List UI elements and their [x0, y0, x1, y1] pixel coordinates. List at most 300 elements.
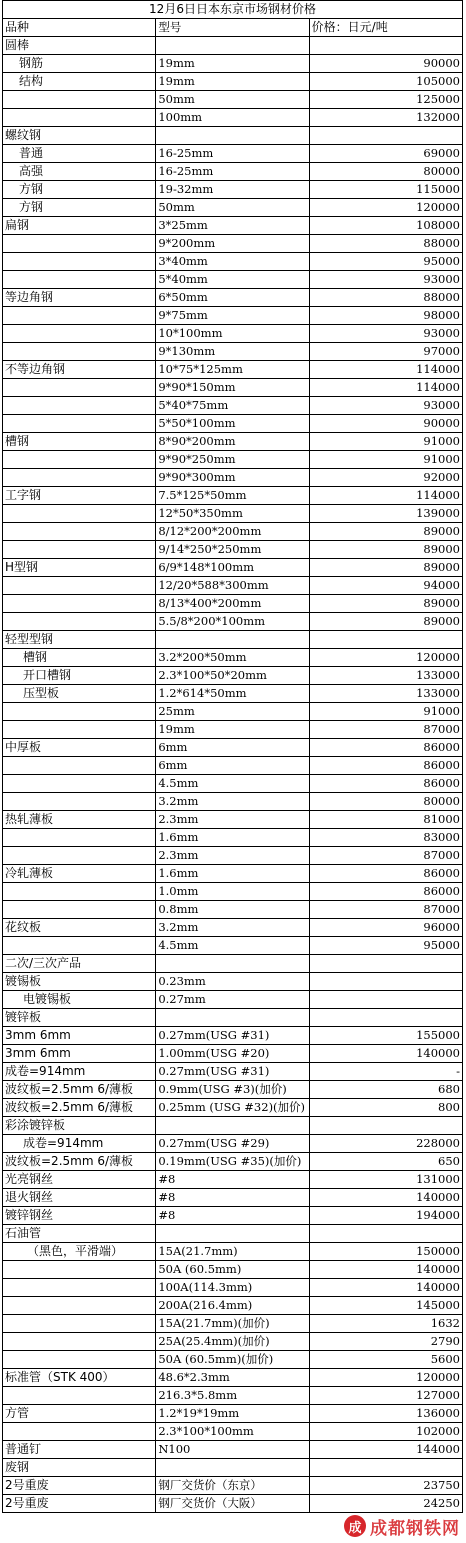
price-cell: 133000: [309, 667, 462, 685]
model-cell: 9*75mm: [156, 307, 309, 325]
table-row: [3, 1135, 463, 1153]
model-cell: 0.27mm: [156, 991, 309, 1009]
variety-cell: [3, 271, 156, 289]
price-cell: 90000: [309, 55, 462, 73]
table-row: [3, 289, 463, 307]
table-row: [3, 361, 463, 379]
variety-cell: [3, 1297, 156, 1315]
price-cell: 650: [309, 1153, 462, 1171]
table-row: [3, 1405, 463, 1423]
model-cell: 2.3*100*100mm: [156, 1423, 309, 1441]
table-row: [3, 577, 463, 595]
price-cell: 89000: [309, 595, 462, 613]
price-cell: 93000: [309, 271, 462, 289]
model-cell: 100mm: [156, 109, 309, 127]
model-cell: 9*90*250mm: [156, 451, 309, 469]
variety-cell: 废钢: [3, 1459, 156, 1477]
variety-cell: 标准管（STK 400）: [3, 1369, 156, 1387]
table-row: [3, 1459, 463, 1477]
table-row: [3, 649, 463, 667]
table-row: [3, 343, 463, 361]
table-row: [3, 559, 463, 577]
variety-cell: 电镀锡板: [3, 991, 156, 1009]
table-row: [3, 757, 463, 775]
variety-cell: [3, 109, 156, 127]
table-row: [3, 1315, 463, 1333]
price-cell: 108000: [309, 217, 462, 235]
variety-cell: [3, 829, 156, 847]
model-cell: 9/14*250*250mm: [156, 541, 309, 559]
variety-cell: 轻型型钢: [3, 631, 156, 649]
table-row: [3, 271, 463, 289]
table-row: [3, 91, 463, 109]
variety-cell: [3, 541, 156, 559]
variety-cell: [3, 847, 156, 865]
variety-cell: [3, 451, 156, 469]
table-row: [3, 1207, 463, 1225]
price-cell: 95000: [309, 937, 462, 955]
model-cell: 7.5*125*50mm: [156, 487, 309, 505]
variety-cell: 波纹板=2.5mm 6/薄板: [3, 1099, 156, 1117]
variety-cell: 普通钉: [3, 1441, 156, 1459]
price-cell: 93000: [309, 397, 462, 415]
price-cell: [309, 37, 462, 55]
variety-cell: [3, 469, 156, 487]
model-cell: 12/20*588*300mm: [156, 577, 309, 595]
price-cell: 91000: [309, 451, 462, 469]
price-cell: 144000: [309, 1441, 462, 1459]
model-cell: 1.00mm(USG #20): [156, 1045, 309, 1063]
variety-cell: [3, 703, 156, 721]
price-cell: 80000: [309, 163, 462, 181]
price-cell: 91000: [309, 703, 462, 721]
model-cell: 19-32mm: [156, 181, 309, 199]
price-cell: 120000: [309, 649, 462, 667]
price-cell: 194000: [309, 1207, 462, 1225]
price-cell: 98000: [309, 307, 462, 325]
model-cell: 25mm: [156, 703, 309, 721]
table-row: [3, 109, 463, 127]
variety-cell: [3, 757, 156, 775]
model-cell: [156, 1117, 309, 1135]
table-row: [3, 1423, 463, 1441]
table-row: [3, 1063, 463, 1081]
price-cell: [309, 631, 462, 649]
price-cell: 86000: [309, 775, 462, 793]
price-cell: 155000: [309, 1027, 462, 1045]
logo-icon: 成: [344, 1515, 366, 1537]
table-row: [3, 667, 463, 685]
variety-cell: [3, 1423, 156, 1441]
variety-cell: 光亮钢丝: [3, 1171, 156, 1189]
table-row: [3, 1333, 463, 1351]
price-cell: 139000: [309, 505, 462, 523]
variety-cell: [3, 595, 156, 613]
price-cell: 23750: [309, 1477, 462, 1495]
table-row: [3, 811, 463, 829]
table-row: [3, 505, 463, 523]
table-row: [3, 919, 463, 937]
price-cell: 136000: [309, 1405, 462, 1423]
table-row: [3, 415, 463, 433]
table-row: [3, 253, 463, 271]
model-cell: 6mm: [156, 757, 309, 775]
model-cell: 6mm: [156, 739, 309, 757]
model-cell: 4.5mm: [156, 775, 309, 793]
price-cell: 94000: [309, 577, 462, 595]
price-cell: 88000: [309, 235, 462, 253]
variety-cell: [3, 505, 156, 523]
model-cell: 5.5/8*200*100mm: [156, 613, 309, 631]
model-cell: 10*100mm: [156, 325, 309, 343]
price-cell: 97000: [309, 343, 462, 361]
table-row: [3, 1261, 463, 1279]
variety-cell: 槽钢: [3, 649, 156, 667]
price-cell: 125000: [309, 91, 462, 109]
price-cell: 90000: [309, 415, 462, 433]
price-cell: 115000: [309, 181, 462, 199]
price-cell: 680: [309, 1081, 462, 1099]
variety-cell: 彩涂镀锌板: [3, 1117, 156, 1135]
variety-cell: [3, 1315, 156, 1333]
model-cell: 16-25mm: [156, 145, 309, 163]
variety-cell: 方管: [3, 1405, 156, 1423]
variety-cell: 花纹板: [3, 919, 156, 937]
variety-cell: 石油管: [3, 1225, 156, 1243]
model-cell: 15A(21.7mm)(加价): [156, 1315, 309, 1333]
variety-cell: 镀锌钢丝: [3, 1207, 156, 1225]
table-row: [3, 1153, 463, 1171]
model-cell: 3*25mm: [156, 217, 309, 235]
price-cell: 93000: [309, 325, 462, 343]
price-cell: 105000: [309, 73, 462, 91]
model-cell: 1.2*19*19mm: [156, 1405, 309, 1423]
model-cell: 50A (60.5mm)(加价): [156, 1351, 309, 1369]
site-watermark: [310, 1513, 460, 1539]
model-cell: 48.6*2.3mm: [156, 1369, 309, 1387]
model-cell: 8/12*200*200mm: [156, 523, 309, 541]
variety-cell: [3, 613, 156, 631]
model-cell: 16-25mm: [156, 163, 309, 181]
model-cell: 5*40*75mm: [156, 397, 309, 415]
price-cell: [309, 1009, 462, 1027]
price-cell: 87000: [309, 847, 462, 865]
table-row: [3, 1279, 463, 1297]
price-cell: [309, 127, 462, 145]
price-cell: 140000: [309, 1261, 462, 1279]
price-cell: 114000: [309, 487, 462, 505]
price-cell: 5600: [309, 1351, 462, 1369]
model-cell: 19mm: [156, 73, 309, 91]
variety-cell: [3, 775, 156, 793]
variety-cell: 3mm 6mm: [3, 1027, 156, 1045]
price-cell: 89000: [309, 559, 462, 577]
variety-cell: [3, 523, 156, 541]
model-cell: [156, 127, 309, 145]
price-cell: 2790: [309, 1333, 462, 1351]
variety-cell: [3, 91, 156, 109]
table-row: [3, 973, 463, 991]
variety-cell: 高强: [3, 163, 156, 181]
price-cell: 102000: [309, 1423, 462, 1441]
price-table: [2, 0, 463, 1513]
model-cell: 0.9mm(USG #3)(加价): [156, 1081, 309, 1099]
table-row: [3, 1243, 463, 1261]
model-cell: 9*90*300mm: [156, 469, 309, 487]
table-row: [3, 1477, 463, 1495]
table-row: [3, 703, 463, 721]
price-cell: 95000: [309, 253, 462, 271]
price-sheet: [2, 0, 463, 1513]
price-cell: 91000: [309, 433, 462, 451]
price-cell: 131000: [309, 1171, 462, 1189]
variety-cell: 热轧薄板: [3, 811, 156, 829]
table-row: [3, 937, 463, 955]
table-row: [3, 1495, 463, 1513]
price-cell: [309, 1459, 462, 1477]
variety-cell: [3, 1351, 156, 1369]
model-cell: [156, 1225, 309, 1243]
model-cell: 6*50mm: [156, 289, 309, 307]
variety-cell: [3, 937, 156, 955]
table-row: [3, 1009, 463, 1027]
variety-cell: [3, 1279, 156, 1297]
model-cell: [156, 955, 309, 973]
variety-cell: [3, 343, 156, 361]
table-row: [3, 1171, 463, 1189]
model-cell: 50mm: [156, 91, 309, 109]
variety-cell: 冷轧薄板: [3, 865, 156, 883]
variety-cell: [3, 379, 156, 397]
variety-cell: 槽钢: [3, 433, 156, 451]
price-cell: 92000: [309, 469, 462, 487]
variety-cell: [3, 1261, 156, 1279]
model-cell: 19mm: [156, 721, 309, 739]
price-cell: 140000: [309, 1045, 462, 1063]
price-cell: 150000: [309, 1243, 462, 1261]
price-cell: 127000: [309, 1387, 462, 1405]
header-model: 型号: [156, 19, 309, 37]
table-row: [3, 469, 463, 487]
table-row: [3, 1045, 463, 1063]
price-cell: 120000: [309, 1369, 462, 1387]
table-row: [3, 235, 463, 253]
model-cell: 钢厂交货价（东京）: [156, 1477, 309, 1495]
price-cell: 96000: [309, 919, 462, 937]
variety-cell: 镀锡板: [3, 973, 156, 991]
price-cell: 88000: [309, 289, 462, 307]
model-cell: 2.3mm: [156, 811, 309, 829]
variety-cell: 2号重废: [3, 1495, 156, 1513]
model-cell: 8*90*200mm: [156, 433, 309, 451]
price-cell: 86000: [309, 883, 462, 901]
model-cell: 8/13*400*200mm: [156, 595, 309, 613]
price-cell: 132000: [309, 109, 462, 127]
table-row: [3, 1387, 463, 1405]
table-row: [3, 685, 463, 703]
model-cell: [156, 1459, 309, 1477]
model-cell: 19mm: [156, 55, 309, 73]
variety-cell: [3, 253, 156, 271]
model-cell: 0.19mm(USG #35)(加价): [156, 1153, 309, 1171]
variety-cell: 螺纹钢: [3, 127, 156, 145]
model-cell: N100: [156, 1441, 309, 1459]
model-cell: 25A(25.4mm)(加价): [156, 1333, 309, 1351]
model-cell: [156, 1009, 309, 1027]
table-row: [3, 199, 463, 217]
price-cell: 80000: [309, 793, 462, 811]
model-cell: 0.27mm(USG #31): [156, 1063, 309, 1081]
variety-cell: [3, 397, 156, 415]
table-row: [3, 1441, 463, 1459]
price-cell: 800: [309, 1099, 462, 1117]
variety-cell: [3, 1333, 156, 1351]
variety-cell: 工字钢: [3, 487, 156, 505]
model-cell: 钢厂交货价（大阪）: [156, 1495, 309, 1513]
variety-cell: [3, 793, 156, 811]
variety-cell: 中厚板: [3, 739, 156, 757]
model-cell: 3.2mm: [156, 793, 309, 811]
price-cell: -: [309, 1063, 462, 1081]
variety-cell: 不等边角钢: [3, 361, 156, 379]
model-cell: 0.25mm (USG #32)(加价): [156, 1099, 309, 1117]
price-cell: 86000: [309, 757, 462, 775]
model-cell: 10*75*125mm: [156, 361, 309, 379]
model-cell: 3.2*200*50mm: [156, 649, 309, 667]
table-row: [3, 793, 463, 811]
variety-cell: 钢筋: [3, 55, 156, 73]
variety-cell: [3, 415, 156, 433]
price-cell: 86000: [309, 739, 462, 757]
table-row: [3, 901, 463, 919]
variety-cell: 2号重废: [3, 1477, 156, 1495]
table-row: [3, 595, 463, 613]
table-row: [3, 631, 463, 649]
price-cell: 81000: [309, 811, 462, 829]
variety-cell: 开口槽钢: [3, 667, 156, 685]
variety-cell: [3, 235, 156, 253]
model-cell: 50mm: [156, 199, 309, 217]
table-row: [3, 433, 463, 451]
model-cell: 12*50*350mm: [156, 505, 309, 523]
variety-cell: （黑色，平滑端）: [3, 1243, 156, 1261]
variety-cell: [3, 307, 156, 325]
price-cell: [309, 973, 462, 991]
price-cell: 24250: [309, 1495, 462, 1513]
table-row: [3, 541, 463, 559]
variety-cell: 3mm 6mm: [3, 1045, 156, 1063]
table-row: [3, 307, 463, 325]
variety-cell: 二次/三次产品: [3, 955, 156, 973]
variety-cell: [3, 577, 156, 595]
model-cell: 3.2mm: [156, 919, 309, 937]
variety-cell: [3, 901, 156, 919]
table-row: [3, 181, 463, 199]
header-variety: 品种: [3, 19, 156, 37]
price-cell: 83000: [309, 829, 462, 847]
price-cell: 140000: [309, 1279, 462, 1297]
table-row: [3, 1117, 463, 1135]
model-cell: 9*130mm: [156, 343, 309, 361]
model-cell: [156, 37, 309, 55]
variety-cell: 扁钢: [3, 217, 156, 235]
table-row: [3, 1225, 463, 1243]
table-row: [3, 73, 463, 91]
model-cell: 1.6mm: [156, 829, 309, 847]
model-cell: 9*200mm: [156, 235, 309, 253]
model-cell: 0.27mm(USG #31): [156, 1027, 309, 1045]
table-row: [3, 1081, 463, 1099]
variety-cell: 成卷=914mm: [3, 1063, 156, 1081]
variety-cell: 普通: [3, 145, 156, 163]
sheet-title: 12月6日日本东京市场钢材价格: [3, 1, 463, 19]
model-cell: 2.3*100*50*20mm: [156, 667, 309, 685]
model-cell: 0.27mm(USG #29): [156, 1135, 309, 1153]
table-row: [3, 37, 463, 55]
model-cell: #8: [156, 1207, 309, 1225]
table-row: [3, 829, 463, 847]
table-row: [3, 721, 463, 739]
price-cell: 120000: [309, 199, 462, 217]
table-row: [3, 523, 463, 541]
price-cell: [309, 1225, 462, 1243]
variety-cell: 成卷=914mm: [3, 1135, 156, 1153]
model-cell: #8: [156, 1171, 309, 1189]
price-cell: 87000: [309, 901, 462, 919]
variety-cell: 压型板: [3, 685, 156, 703]
price-cell: 140000: [309, 1189, 462, 1207]
variety-cell: 退火钢丝: [3, 1189, 156, 1207]
table-row: [3, 1297, 463, 1315]
model-cell: 3*40mm: [156, 253, 309, 271]
model-cell: 0.23mm: [156, 973, 309, 991]
model-cell: 1.6mm: [156, 865, 309, 883]
price-cell: 228000: [309, 1135, 462, 1153]
model-cell: 100A(114.3mm): [156, 1279, 309, 1297]
price-cell: 145000: [309, 1297, 462, 1315]
variety-cell: 方钢: [3, 199, 156, 217]
price-cell: 87000: [309, 721, 462, 739]
header-row: [3, 19, 463, 37]
model-cell: 6/9*148*100mm: [156, 559, 309, 577]
model-cell: 2.3mm: [156, 847, 309, 865]
table-row: [3, 451, 463, 469]
table-row: [3, 775, 463, 793]
table-row: [3, 163, 463, 181]
price-cell: 89000: [309, 541, 462, 559]
model-cell: 1.2*614*50mm: [156, 685, 309, 703]
model-cell: 0.8mm: [156, 901, 309, 919]
table-row: [3, 127, 463, 145]
table-row: [3, 325, 463, 343]
variety-cell: 结构: [3, 73, 156, 91]
price-cell: [309, 991, 462, 1009]
price-cell: [309, 955, 462, 973]
model-cell: [156, 631, 309, 649]
title-row: [3, 1, 463, 19]
variety-cell: [3, 325, 156, 343]
price-cell: [309, 1117, 462, 1135]
model-cell: #8: [156, 1189, 309, 1207]
variety-cell: [3, 721, 156, 739]
variety-cell: 等边角钢: [3, 289, 156, 307]
table-row: [3, 955, 463, 973]
model-cell: 5*40mm: [156, 271, 309, 289]
table-row: [3, 739, 463, 757]
variety-cell: [3, 1387, 156, 1405]
table-row: [3, 613, 463, 631]
table-row: [3, 145, 463, 163]
